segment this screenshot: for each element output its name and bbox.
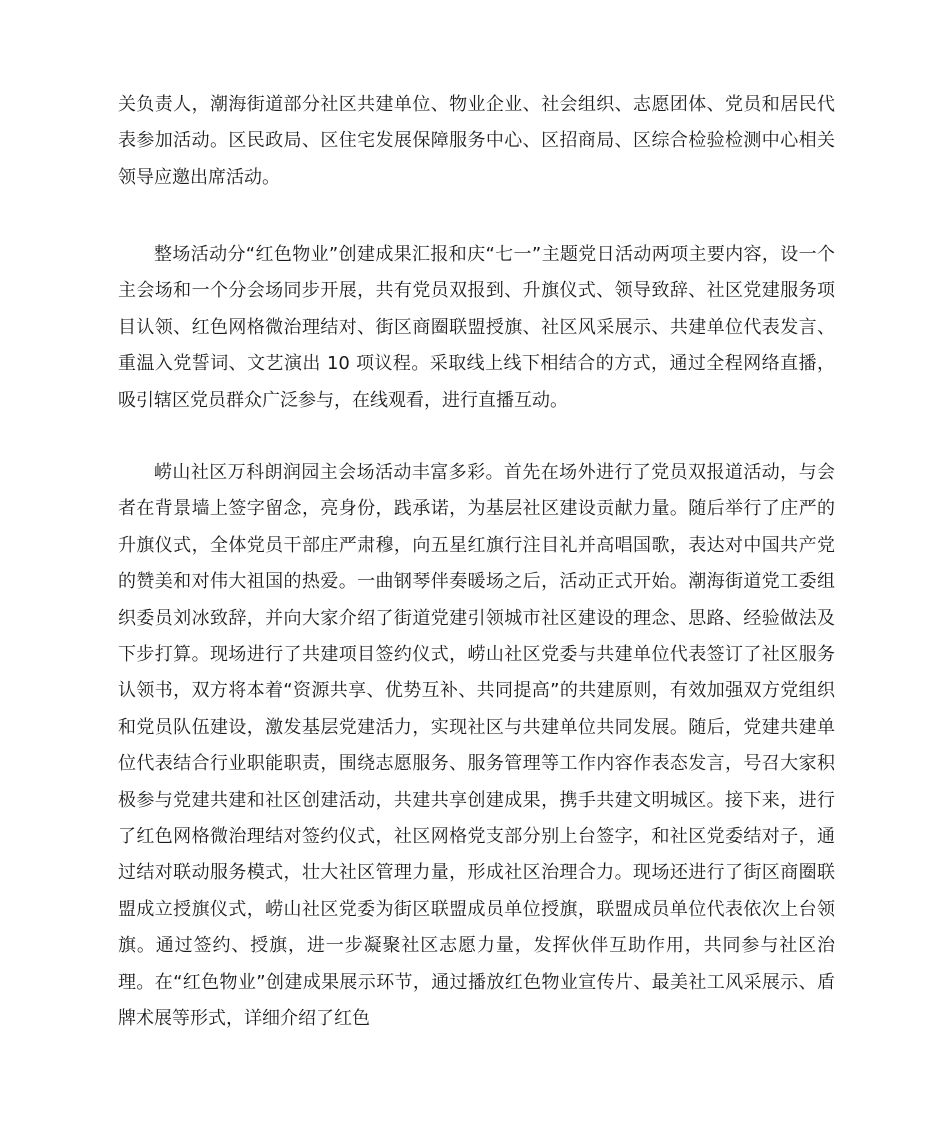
paragraph-3: 崂山社区万科朗润园主会场活动丰富多彩。首先在场外进行了党员双报道活动，与会者在背景墙上签字留念，亮身份，践承诺，为基层社区建设贡献力量。随后举行了庄严的升旗仪式，全体党员干部庄严肃穆，向五星红旗行注目礼并高唱国歌，表达对中国共产党的赞美和对伟大祖国的热爱。一曲钢琴伴奏暖场之后，活动正式开始。潮海街道党工委组织委员刘冰致辞，并向大家介绍了街道党建引领城市社区建设的理念、思路、经验做法及下步打算。现场进行了共建项目签约仪式，崂山社区党委与共建单位代表签订了社区服务认领书，双方将本着“资源共享、优势互补、共同提高”的共建原则，有效加强双方党组织和党员队伍建设，激发基层党建活力，实现社区与共建单位共同发展。随后，党建共建单位代表结合行业职能职责，围绕志愿服务、服务管理等工作内容作表态发言，号召大家积极参与党建共建和社区创建活动，共建共享创建成果，携手共建文明城区。接下来，进行了红色网格微治理结对签约仪式，社区网格党支部分别上台签字，和社区党委结对子，通过结对联动服务模式，壮大社区管理力量，形成社区治理合力。现场还进行了街区商圈联盟成立授旗仪式，崂山社区党委为街区联盟成员单位授旗，联盟成员单位代表依次上台领旗。通过签约、授旗，进一步凝聚社区志愿力量，发挥伙伴互助作用，共同参与社区治理。在“红色物业”创建成果展示环节，通过播放红色物业宣传片、最美社工风采展示、盾牌术展等形式，详细介绍了红色 [118, 462, 835, 1030]
paragraph-1: 关负责人，潮海街道部分社区共建单位、物业企业、社会组织、志愿团体、党员和居民代表参加活动。区民政局、区住宅发展保障服务中心、区招商局、区综合检验检测中心相关领导应邀出席活动。 [118, 94, 835, 188]
paragraph-2: 整场活动分“红色物业”创建成果汇报和庆“七一”主题党日活动两项主要内容，设一个主会场和一个分会场同步开展，共有党员双报到、升旗仪式、领导致辞、社区党建服务项目认领、红色网格微治理结对、街区商圈联盟授旗、社区风采展示、共建单位代表发言、重温入党誓词、文艺演出 10 项议程。采取线上线下相结合的方式，通过全程网络直播，吸引辖区党员群众广泛参与，在线观看，进行直播互动。 [118, 244, 835, 411]
